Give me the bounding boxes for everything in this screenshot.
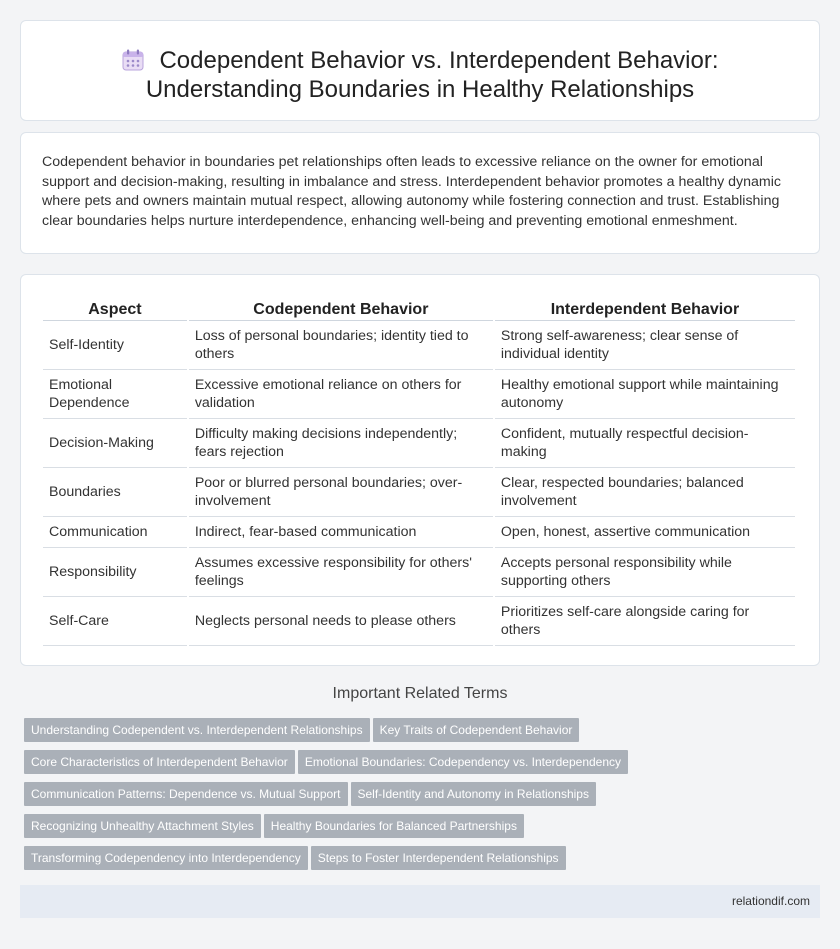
cell-interdependent: Strong self-awareness; clear sense of individual identity xyxy=(495,321,795,370)
cell-aspect: Self-Identity xyxy=(43,321,187,370)
cell-codependent: Excessive emotional reliance on others for validation xyxy=(189,370,493,419)
related-tag[interactable]: Key Traits of Codependent Behavior xyxy=(373,718,580,742)
related-tag[interactable]: Steps to Foster Interdependent Relationships xyxy=(311,846,566,870)
cell-aspect: Communication xyxy=(43,517,187,548)
related-terms-title: Important Related Terms xyxy=(332,685,508,702)
comparison-table xyxy=(41,295,797,646)
table-header-row xyxy=(43,295,795,321)
footer xyxy=(20,885,820,918)
table-row xyxy=(43,419,795,468)
related-tag[interactable]: Communication Patterns: Dependence vs. Mutual Support xyxy=(24,782,348,806)
related-tag[interactable]: Healthy Boundaries for Balanced Partnerships xyxy=(264,814,524,838)
related-tag[interactable]: Transforming Codependency into Interdependency xyxy=(24,846,308,870)
cell-codependent: Poor or blurred personal boundaries; over-involvement xyxy=(189,468,493,517)
cell-codependent: Assumes excessive responsibility for others' feelings xyxy=(189,548,493,597)
header-aspect: Aspect xyxy=(43,295,187,321)
cell-interdependent: Prioritizes self-care alongside caring for others xyxy=(495,597,795,646)
header-codependent: Codependent Behavior xyxy=(189,295,493,321)
related-tag[interactable]: Core Characteristics of Interdependent Behavior xyxy=(24,750,295,774)
cell-codependent: Indirect, fear-based communication xyxy=(189,517,493,548)
cell-codependent: Difficulty making decisions independently; fears rejection xyxy=(189,419,493,468)
cell-aspect: Responsibility xyxy=(43,548,187,597)
intro-text: Codependent behavior in boundaries pet relationships often leads to excessive reliance on the owner for emotional support and decision-making, resulting in imbalance and stress. Interdependent behavior promotes a healthy dynamic where pets and owners maintain mutual respect, allowing autonomy while fostering connection and trust. Establishing clear boundaries helps nurture interdependence, enhancing well-being and preventing emotional enmeshment. xyxy=(42,154,781,229)
table-row xyxy=(43,548,795,597)
related-tag[interactable]: Understanding Codependent vs. Interdependent Relationships xyxy=(24,718,370,742)
related-tag[interactable]: Recognizing Unhealthy Attachment Styles xyxy=(24,814,261,838)
title-line-1: Codependent Behavior vs. Interdependent Behavior: xyxy=(159,47,719,74)
cell-aspect: Decision-Making xyxy=(43,419,187,468)
related-tag[interactable]: Emotional Boundaries: Codependency vs. Interdependency xyxy=(298,750,628,774)
cell-interdependent: Accepts personal responsibility while supporting others xyxy=(495,548,795,597)
table-row xyxy=(43,321,795,370)
table-row xyxy=(43,468,795,517)
cell-codependent: Loss of personal boundaries; identity tied to others xyxy=(189,321,493,370)
cell-interdependent: Confident, mutually respectful decision-making xyxy=(495,419,795,468)
cell-codependent: Neglects personal needs to please others xyxy=(189,597,493,646)
cell-interdependent: Healthy emotional support while maintaining autonomy xyxy=(495,370,795,419)
related-tag[interactable]: Self-Identity and Autonomy in Relationships xyxy=(351,782,596,806)
cell-interdependent: Clear, respected boundaries; balanced involvement xyxy=(495,468,795,517)
title-card xyxy=(20,20,820,121)
table-row xyxy=(43,370,795,419)
header-interdependent: Interdependent Behavior xyxy=(495,295,795,321)
title-line-2: Understanding Boundaries in Healthy Relationships xyxy=(145,76,695,103)
table-row xyxy=(43,597,795,646)
related-terms-tags xyxy=(24,718,824,878)
cell-aspect: Boundaries xyxy=(43,468,187,517)
intro-card xyxy=(20,132,820,254)
calendar-icon xyxy=(121,48,145,72)
cell-interdependent: Open, honest, assertive communication xyxy=(495,517,795,548)
page-title xyxy=(21,46,819,104)
comparison-table-card xyxy=(20,274,820,666)
cell-aspect: Emotional Dependence xyxy=(43,370,187,419)
footer-site-link[interactable]: relationdif.com xyxy=(731,894,810,908)
table-row xyxy=(43,517,795,548)
cell-aspect: Self-Care xyxy=(43,597,187,646)
